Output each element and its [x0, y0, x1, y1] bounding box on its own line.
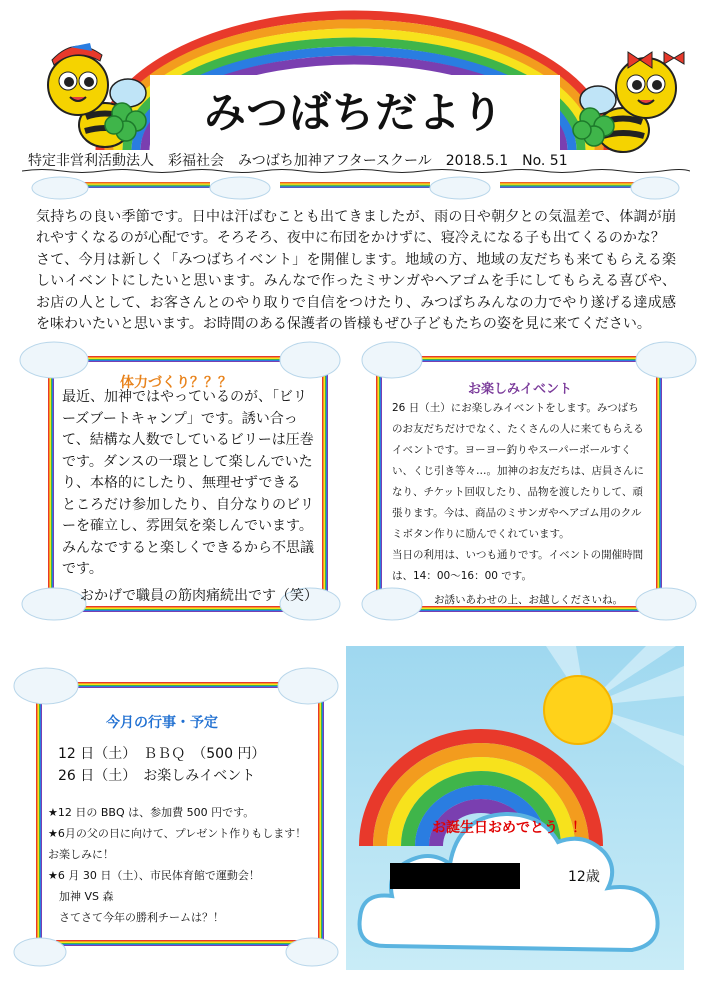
- event-closing: お誘いあわせの上、お越しくださいね。: [434, 594, 623, 606]
- fitness-panel-title: 体力づくり？？？: [120, 375, 232, 391]
- schedule-panel-title: 今月の行事・予定: [106, 715, 218, 731]
- birthday-illustration: [346, 646, 684, 970]
- event-text: 当日の利用は、いつも通りです。イベントの開催時間は、14：00～16：00 です。: [392, 549, 644, 582]
- schedule-note: さてさて今年の勝利チームは？！: [48, 911, 224, 924]
- intro-line: さて、今月は新しく「みつばちイベント」を開催します。地域の方、地域の友だちも来てもらえる楽しいイベントにしたいと思います。みんなで作ったミサンガやヘアゴムを手にしてもらえる喜びや、お店の人として、お客さんとのやり取りで自信をつけたり、みつばちみんなの力でやり遂げる達成感を味わいたいと思います。お時間のある保護者の皆様もぜひ子どもたちの姿を見に来てください。: [36, 251, 676, 333]
- event-panel-title: お楽しみイベント: [468, 382, 573, 397]
- schedule-event: 26 日（土） お楽しみイベント: [58, 768, 256, 784]
- schedule-note: ★6月の父の日に向けて、プレゼント作りもします！お楽しみに！: [48, 827, 307, 861]
- organization-date-issue: 特定非営利活動法人 彩福社会 みつばち加神アフタースクール 2018.5.1 No. 51: [28, 153, 568, 169]
- schedule-note: 加神 VS 森: [48, 890, 114, 903]
- event-text: 26 日（土）にお楽しみイベントをします。みつばちのお友だちだけでなく、たくさんの人に来てもらえるイベントです。ヨーヨー釣りやスーパーボールすくい、くじ引き等々…。加神のお友だちは、店員さんになり、チケット回収したり、品物を渡したりして、頑張ります。今は、商品のミサンガやヘアゴム用のクルミボタン作りに励んでくれています。: [392, 402, 644, 540]
- fitness-panel-body: [62, 387, 314, 581]
- intro-line: 気持ちの良い季節です。日中は汗ばむことも出てきましたが、雨の日や朝夕との気温差で、体調が崩れやすくなるのが心配です。そろそろ、夜中に布団をかけずに、寝冷えになる子も出てくるのかな？: [36, 209, 676, 247]
- fitness-closing: おかげで職員の筋肉痛続出です（笑）: [80, 588, 318, 604]
- schedule-notes: [48, 802, 308, 928]
- redacted-name: [390, 863, 520, 889]
- birthday-title: お誕生日おめでとう ！: [432, 820, 586, 836]
- event-panel-body: [392, 398, 644, 587]
- newsletter-title: みつばちだより: [203, 88, 505, 137]
- schedule-note: ★12 日の BBQ は、参加費 500 円です。: [48, 806, 255, 819]
- intro-paragraph: [36, 207, 676, 335]
- birthday-age: 12歳: [568, 869, 600, 885]
- fitness-text: 最近、加神ではやっているのが、「ビリーズブートキャンプ」です。誘い合って、結構な人数でしているビリーは圧巻です。ダンスの一環として楽しんでいたり、本格的にしたり、無理せずできるところだけ参加したり、自分なりのビリーを確立し、雰囲気を楽しんでいます。みんなですると楽しくできるから不思議です。: [62, 389, 314, 577]
- schedule-event: 12 日（土） ＢＢＱ （500 円）: [58, 746, 266, 762]
- schedule-note: ★6 月 30 日（土）、市民体育館で運動会！: [48, 869, 260, 882]
- cloud-rainbow-divider: [30, 172, 680, 202]
